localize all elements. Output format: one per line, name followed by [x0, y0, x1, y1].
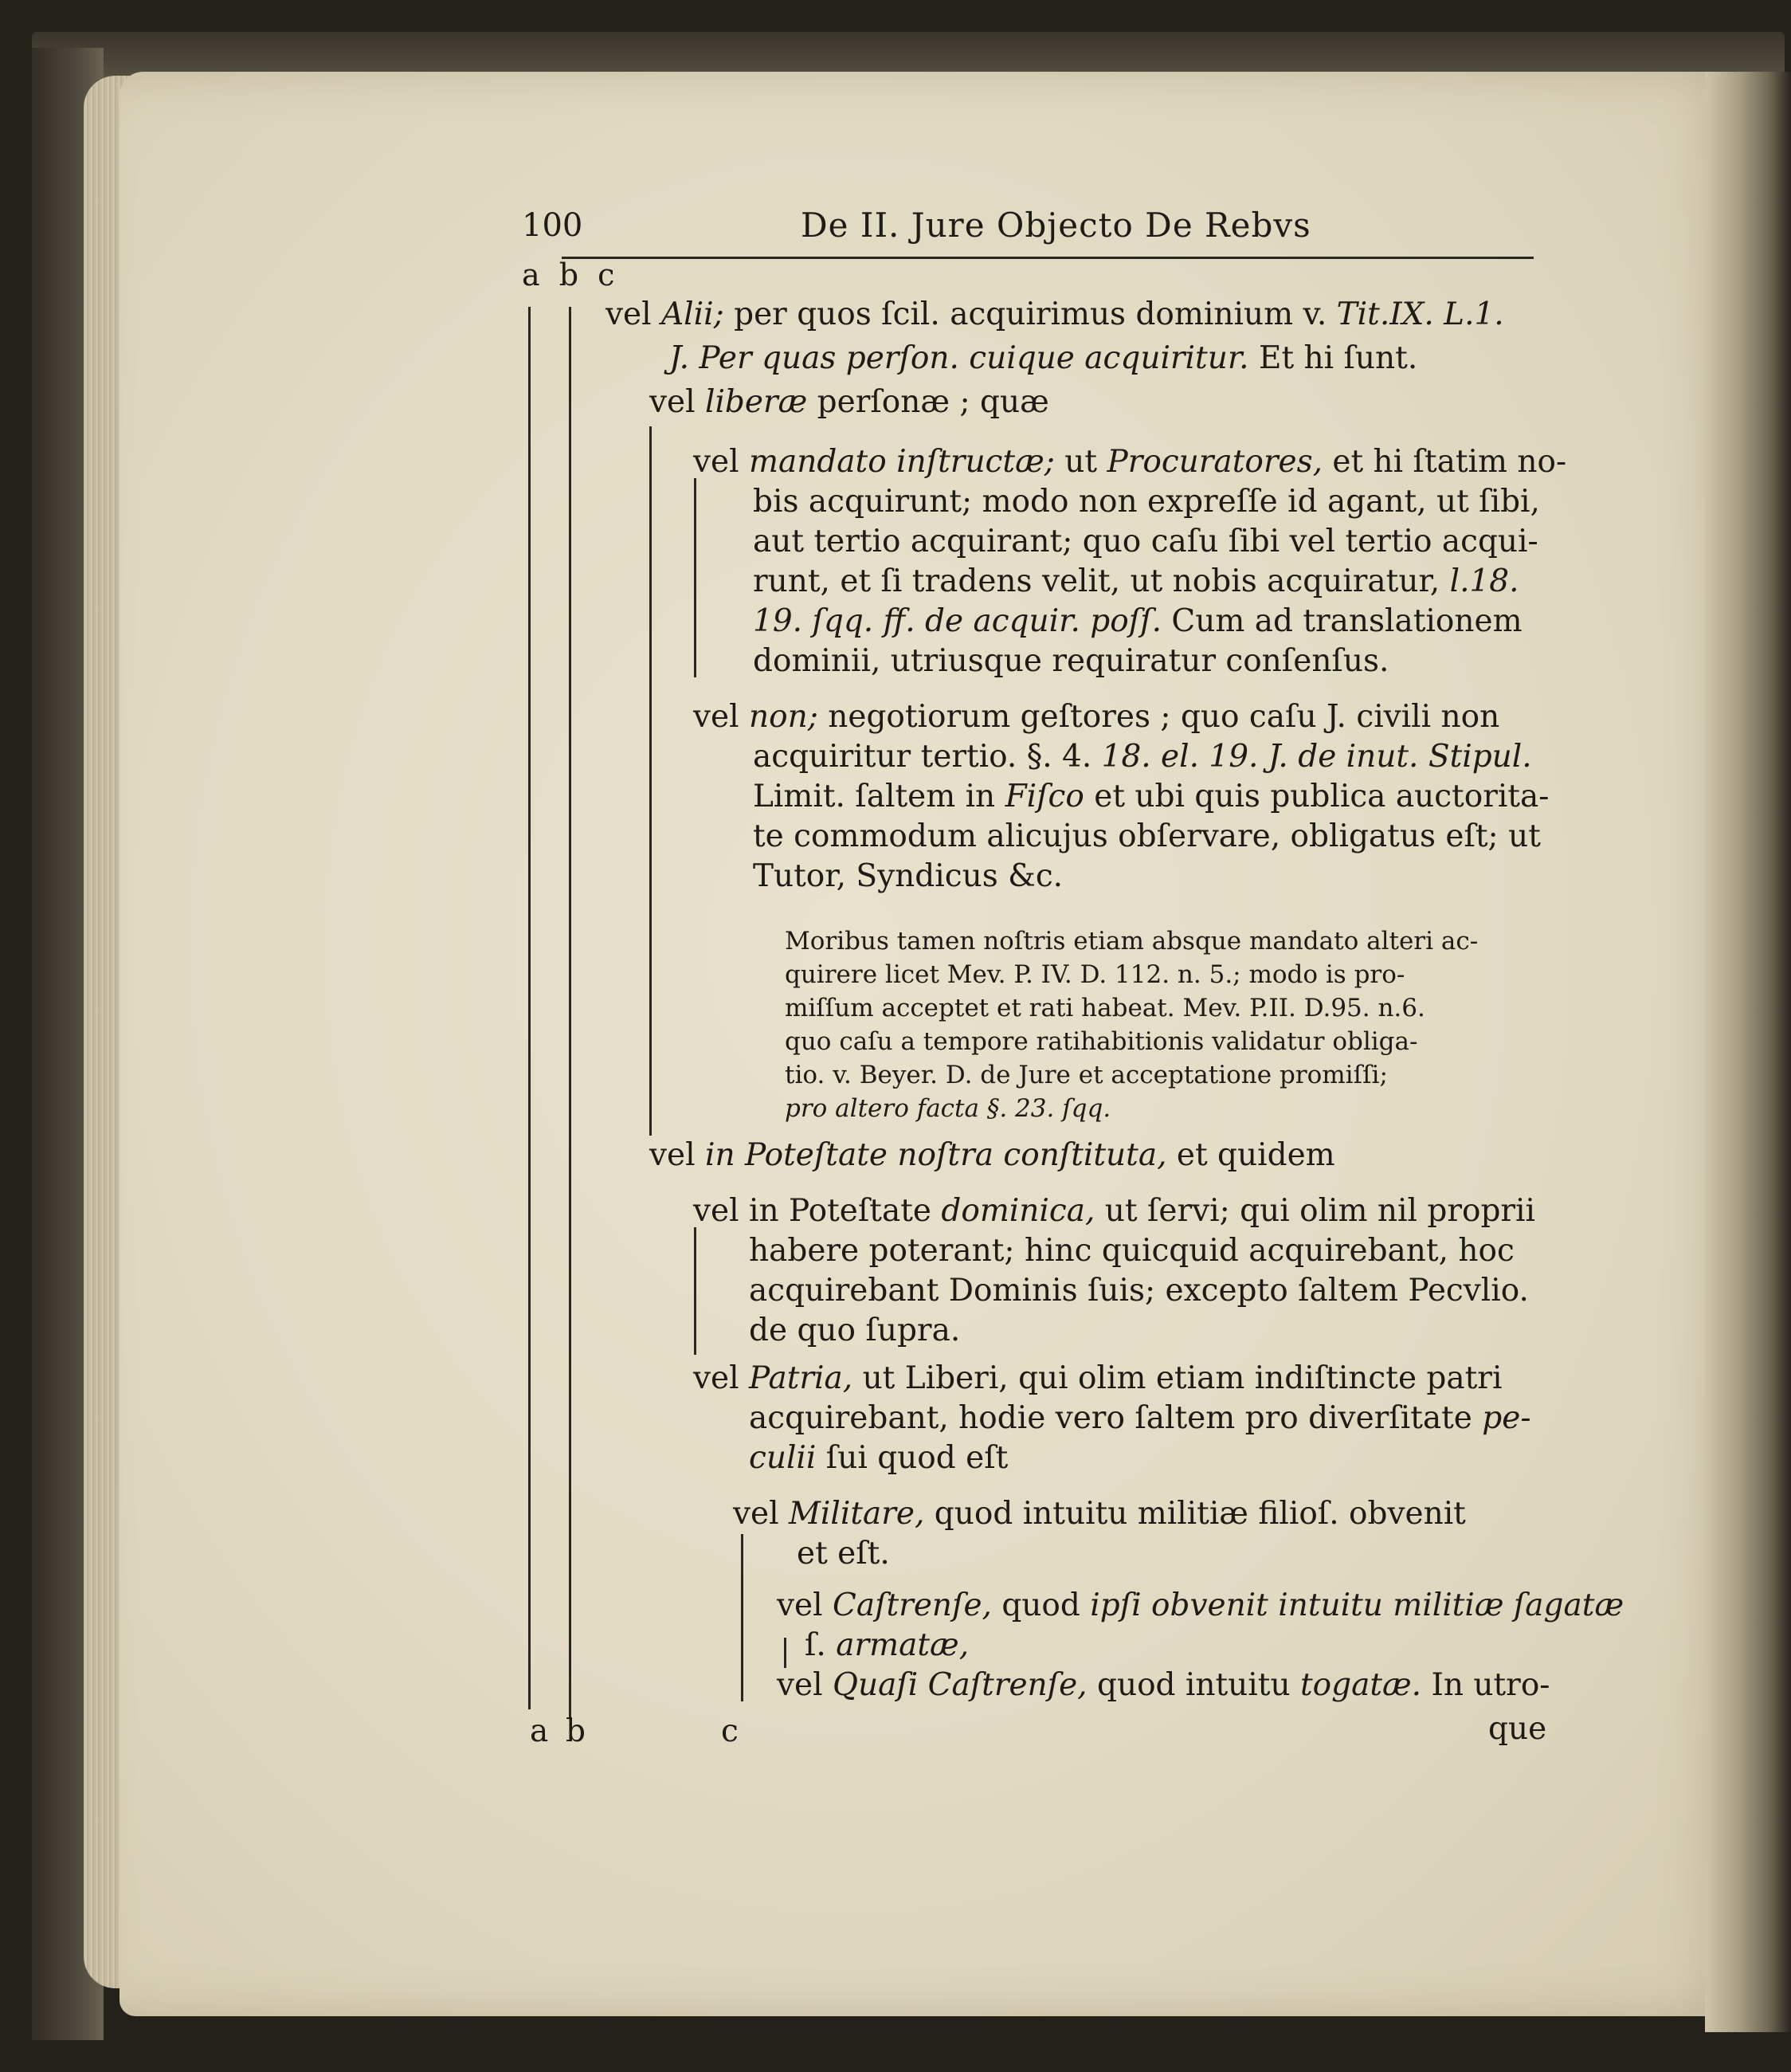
note-line-2: quirere licet Mev. P. IV. D. 112. n. 5.; modo is pro- [785, 960, 1405, 989]
text-line-17: habere poterant; hinc quicquid acquirebant, hoc [749, 1233, 1515, 1269]
text-line-6: aut tertio acquirant; quo caſu ſibi vel tertio acqui- [753, 524, 1538, 559]
text-line-15: vel in Poteſtate noſtra conſtituta, et quidem [649, 1137, 1335, 1173]
text-line-25: vel Caſtrenſe, quod ipſi obvenit intuitu militiæ ſagatæ [777, 1587, 1624, 1623]
text-line-10: vel non; negotiorum geſtores ; quo caſu J. civili non [693, 699, 1500, 735]
bracket-militare [741, 1534, 743, 1701]
text-line-20: vel Patria, ut Liberi, qui olim etiam indiſtincte patri [693, 1360, 1503, 1396]
text-line-21: acquirebant, hodie vero ſaltem pro diverſitate pe- [749, 1400, 1531, 1436]
text-line-14: Tutor, Syndicus &c. [753, 858, 1064, 894]
text-line-8: 19. ſqq. ff. de acquir. poſſ. Cum ad translationem [753, 603, 1523, 639]
text-line-2: J. Per quas perſon. cuique acquiritur. Et hi ſunt. [669, 340, 1418, 376]
note-line-1: Moribus tamen noſtris etiam absque mandato alteri ac- [785, 927, 1479, 956]
text-line-22: culii ſui quod eſt [749, 1440, 1009, 1476]
bracket-a [528, 307, 531, 1709]
text-line-13: te commodum alicujus obſervare, obligatus eſt; ut [753, 818, 1541, 854]
text-line-4: vel mandato inſtructæ; ut Procuratores, et hi ſtatim no- [693, 444, 1567, 480]
text-line-11: acquiritur tertio. §. 4. 18. el. 19. J. de inut. Stipul. [753, 739, 1532, 775]
bracket-castrense [784, 1638, 786, 1668]
text-line-5: bis acquirunt; modo non expreſſe id agant, ut ſibi, [753, 484, 1540, 520]
page-gutter [1705, 72, 1791, 2032]
text-line-19: de quo ſupra. [749, 1313, 961, 1348]
column-label-bottom-c: c [721, 1713, 739, 1749]
bracket-mandato [694, 478, 696, 677]
text-line-18: acquirebant Dominis ſuis; excepto ſaltem Pecvlio. [749, 1273, 1529, 1309]
text-line-23: vel Militare, quod intuitu militiæ filioſ. obvenit [733, 1496, 1466, 1532]
note-line-6: pro altero facta §. 23. ſqq. [785, 1094, 1111, 1123]
note-line-5: tio. v. Beyer. D. de Jure et acceptatione promiſſi; [785, 1061, 1388, 1089]
bracket-b [569, 307, 571, 1717]
text-line-12: Limit. ſaltem in Fiſco et ubi quis publica auctorita- [753, 779, 1550, 814]
column-labels-top: a b c [522, 257, 615, 292]
text-line-7: runt, et ſi tradens velit, ut nobis acquiratur, l.18. [753, 563, 1519, 599]
column-label-bottom-b: b [566, 1713, 586, 1749]
text-line-3: vel liberæ perſonæ ; quæ [649, 384, 1049, 420]
text-line-16: vel in Poteſtate dominica, ut ſervi; qui olim nil proprii [693, 1193, 1536, 1229]
note-line-4: quo caſu a tempore ratihabitionis validatur obliga- [785, 1027, 1418, 1056]
text-line-9: dominii, utriusque requiratur conſenſus. [753, 643, 1389, 679]
text-line-26: ſ. armatæ, [805, 1627, 970, 1663]
bracket-dominica [694, 1227, 696, 1355]
text-line-27: vel Quaſi Caſtrenſe, quod intuitu togatæ. In utro- [777, 1667, 1550, 1703]
bracket-c-upper [649, 426, 652, 1136]
page-number: 100 [522, 207, 583, 244]
catchword: que [1488, 1711, 1547, 1747]
text-line-1: vel Alii; per quos ſcil. acquirimus dominium v. Tit.IX. L.1. [605, 296, 1504, 332]
text-line-24: et eſt. [797, 1536, 890, 1572]
header-rule [562, 257, 1534, 259]
running-title: De II. Jure Objecto De Rebvs [801, 206, 1311, 245]
note-line-3: miſſum acceptet et rati habeat. Mev. P.II. D.95. n.6. [785, 994, 1425, 1022]
column-label-bottom-a: a [530, 1713, 549, 1749]
